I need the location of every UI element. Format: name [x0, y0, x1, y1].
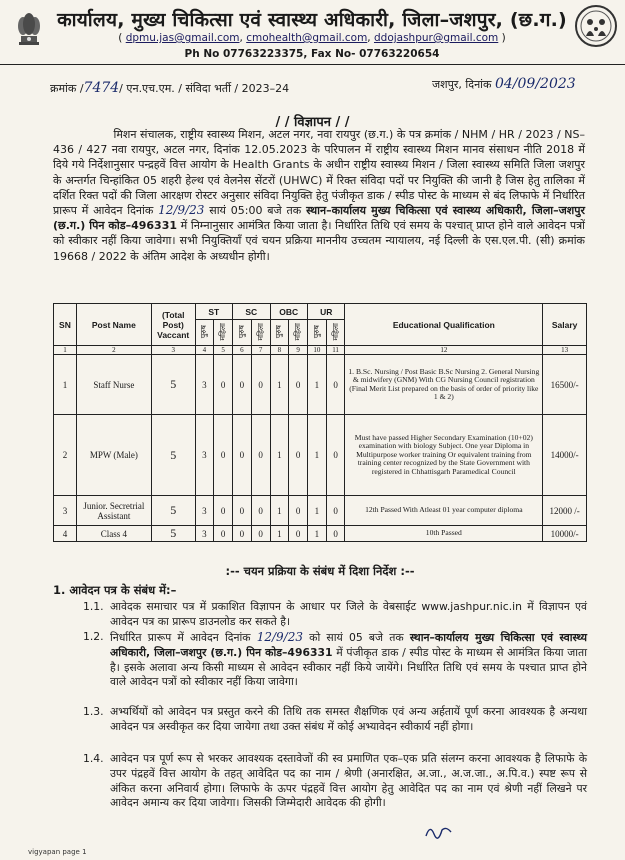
col-qualification: Educational Qualification	[345, 304, 543, 346]
column-number-row: 1 2 3 4 5 6 7 8 9 10 11 12 13	[54, 346, 587, 355]
col-salary: Salary	[543, 304, 587, 346]
handwritten-last-date: 12/9/23	[158, 203, 205, 218]
signature-icon	[424, 822, 454, 840]
col-post-name: Post Name	[76, 304, 151, 346]
col-total: (Total Post) Vaccant	[151, 304, 195, 346]
selection-process-heading: :-- चयन प्रक्रिया के संबंध में दिशा निर्देश :--	[225, 564, 415, 578]
ashoka-emblem-icon	[12, 6, 46, 50]
email-link[interactable]: dpmu.jas@gmail.com	[125, 32, 240, 44]
reference-number: क्रमांक /7474/ एन.एच.एम. / संविदा भर्ती / 2023–24	[50, 80, 290, 96]
col-ur: UR	[307, 304, 344, 320]
col-obc: OBC	[270, 304, 307, 320]
office-title: कार्यालय, मुख्य चिकित्सा एवं स्वास्थ्य अधिकारी, जिला–जशपुर, (छ.ग.)	[57, 9, 567, 31]
header-divider	[0, 64, 625, 65]
nhm-logo-icon	[574, 4, 618, 48]
handwritten-date: 04/09/2023	[494, 76, 576, 92]
table-row: 4 Class 4 5 3 0 0 0 1 0 1 0 10th Passed 10000/-	[54, 526, 587, 542]
col-st: ST	[195, 304, 232, 320]
vacancy-table: SN Post Name (Total Post) Vaccant ST SC OBC UR Educational Qualification Salary पुरुष महिला पुरुष महिला पुरुष महिला पुरुष महिला 1 2 3 4 5 6 7 8 9 10 11 12 13 1 Staff Nurse 5 3 0 0 0 1 0 1 0 1. B.Sc. Nursing / Post Basic B.Sc Nursing 2. General Nursing & midwifery (GNM) With CG Nursing Council registration (Final Merit List prepared on the basis of order of priority like 1 & 2) 16500/- 2 MPW (Male) 5 3 0 0 0 1 0 1 0 Must have passed Higher Secondary Examination (10+02) examination with biology Subject. One year Diploma in Multipurpose worker training Or equivalent training from training center recognized by the State Government with registered in Chhattisgarh Paramedical Council 14000/- 3 Junior. Secretrial Assistant 5 3 0 0 0 1 0 1 0 12th Passed With Atleast 01 year computer diploma 12000 /- 4 Class 4 5 3 0 0 0 1 0 1 0 10th Passed 10000/-	[53, 303, 587, 542]
issue-date: जशपुर, दिनांक 04/09/2023	[432, 76, 576, 92]
email-link[interactable]: cmohealth@gmail.com	[246, 32, 368, 44]
col-sn: SN	[54, 304, 77, 346]
office-emails: ( dpmu.jas@gmail.com, cmohealth@gmail.com, ddojashpur@gmail.com )	[118, 32, 506, 44]
table-row: 2 MPW (Male) 5 3 0 0 0 1 0 1 0 Must have passed Higher Secondary Examination (10+02) examination with biology Subject. One year Diploma in Multipurpose worker training Or equivalent training from training center recognized by the State Government with registered in Chhattisgarh Paramedical Council 14000/-	[54, 415, 587, 496]
email-link[interactable]: ddojashpur@gmail.com	[373, 32, 499, 44]
col-sc: SC	[233, 304, 270, 320]
submission-address: स्थान–कार्यालय मुख्य चिकित्सा एवं स्वास्थ्य अधिकारी, जिला–जशपुर (छ.ग.) पिन कोड–496331	[53, 204, 586, 233]
handwritten-last-date: 12/9/23	[256, 630, 303, 644]
table-row: 1 Staff Nurse 5 3 0 0 0 1 0 1 0 1. B.Sc. Nursing / Post Basic B.Sc Nursing 2. General Nursing & midwifery (GNM) With CG Nursing Council registration (Final Merit List prepared on the basis of order of priority like 1 & 2) 16500/-	[54, 355, 587, 415]
page-footer: vigyapan page 1	[28, 848, 87, 856]
intro-paragraph: मिशन संचालक, राष्ट्रीय स्वास्थ्य मिशन, अटल नगर, नवा रायपुर (छ.ग.) के पत्र क्रमांक / NHM / HR / 2023 / NS–436 / 427 नवा रायपुर, अटल नगर, दिनांक 12.05.2023 के परिपालन में राष्ट्रीय स्वास्थ्य मिशन मानव संसाधन नीति 2018 में दिये गये निर्देशानुसार पन्द्रहवें वित्त आयोग के Health Grants के अधीन राष्ट्रीय स्वास्थ्य मिशन / जिला स्वास्थ्य समिति जिला जशपुर के अन्तर्गत चिन्हांकित 05 शहरी हेल्थ एवं वेलनेस सेंटरों (UHWC) में रिक्त संविदा पदों पर नियुक्ति की जानी है जिस हेतु तालिका में दर्शित रिक्त पदों की जिला आरक्षण रोस्टर अनुसार संविदा नियुक्ति हेतु पंजीकृत डाक / स्पीड पोस्ट के माध्यम से बंद लिफाफे में निर्धारित प्रारूप में आवेदन दिनांक 12/9/23 सायं 05:00 बजे तक स्थान–कार्यालय मुख्य चिकित्सा एवं स्वास्थ्य अधिकारी, जिला–जशपुर (छ.ग.) पिन कोड–496331 में निम्नानुसार आमंत्रित किया जाता है। निर्धारित तिथि एवं समय के पश्चात् प्राप्त होने वाले आवेदन पत्रों को स्वीकार नहीं किया जावेगा। सभी नियुक्तियाँ एवं चयन प्रक्रिया माननीय उच्चतम न्यायालय, नई दिल्ली के एस.एल.पी. (सी) क्रमांक 19668 / 2022 के अंतिम आदेश के अध्यधीन होगी।	[53, 128, 586, 263]
handwritten-number: 7474	[83, 80, 120, 96]
table-row: 3 Junior. Secretrial Assistant 5 3 0 0 0 1 0 1 0 12th Passed With Atleast 01 year computer diploma 12000 /-	[54, 496, 587, 526]
section-1-heading: 1. आवेदन पत्र के संबंध में:–	[53, 583, 177, 597]
advertisement-heading: / / विज्ञापन / /	[275, 115, 350, 130]
document-page: कार्यालय, मुख्य चिकित्सा एवं स्वास्थ्य अधिकारी, जिला–जशपुर, (छ.ग.) ( dpmu.jas@gmail.com, cmohealth@gmail.com, ddojashpur@gmail.com ) Ph No 07763223375, Fax No- 07763220654 क्रमांक /7474/ एन.एच.एम. / संविदा भर्ती / 2023–24 जशपुर, दिनांक 04/09/2023 / / विज्ञापन / / मिशन संचालक, राष्ट्रीय स्वास्थ्य मिशन, अटल नगर, नवा रायपुर (छ.ग.) के पत्र क्रमांक / NHM / HR / 2023 / NS–436 / 427 नवा रायपुर, अटल नगर, दिनांक 12.05.2023 के परिपालन में राष्ट्रीय स्वास्थ्य मिशन मानव संसाधन नीति 2018 में दिये गये निर्देशानुसार पन्द्रहवें वित्त आयोग के Health Grants के अधीन राष्ट्रीय स्वास्थ्य मिशन / जिला स्वास्थ्य समिति जिला जशपुर के अन्तर्गत चिन्हांकित 05 शहरी हेल्थ एवं वेलनेस सेंटरों (UHWC) में रिक्त संविदा पदों पर नियुक्ति की जानी है जिस हेतु तालिका में दर्शित रिक्त पदों की जिला आरक्षण रोस्टर अनुसार संविदा नियुक्ति हेतु पंजीकृत डाक / स्पीड पोस्ट के माध्यम से बंद लिफाफे में निर्धारित प्रारूप में आवेदन दिनांक 12/9/23 सायं 05:00 बजे तक स्थान–कार्यालय मुख्य चिकित्सा एवं स्वास्थ्य अधिकारी, जिला–जशपुर (छ.ग.) पिन कोड–496331 में निम्नानुसार आमंत्रित किया जाता है। निर्धारित तिथि एवं समय के पश्चात् प्राप्त होने वाले आवेदन पत्रों को स्वीकार नहीं किया जावेगा। सभी नियुक्तियाँ एवं चयन प्रक्रिया माननीय उच्चतम न्यायालय, नई दिल्ली के एस.एल.पी. (सी) क्रमांक 19668 / 2022 के अंतिम आदेश के अध्यधीन होगी। SN Post Name (Total Post) Vaccant ST SC OBC UR Educational Qualification Salary पुरुष महिला पुरुष महिला पुरुष महिला पुरुष महिला 1 2 3 4 5 6 7 8 9 10 11 12 13 1 Staff Nurse 5 3 0 0 0 1 0 1 0 1. B.Sc. Nursing / Post Basic B.Sc Nursing 2. General Nursing & midwifery (GNM) With CG Nursing Council registration (Final Merit List prepared on the basis of order of priority like 1 & 2) 16500/- 2 MPW (Male) 5 3 0 0 0 1 0 1 0 Must have passed Higher Secondary Examination (10+02) examination with biology Subject. One year Diploma in Multipurpose worker training Or equivalent training from training center recognized by the State Government with registered in Chhattisgarh Paramedical Council 14000/- 3 Junior. Secretrial Assistant 5 3 0 0 0 1 0 1 0 12th Passed With Atleast 01 year computer diploma 12000 /- 4 Class 4 5 3 0 0 0 1 0 1 0 10th Passed 10000/- :-- चयन प्रक्रिया के संबंध में दिशा निर्देश :-- 1. आवेदन पत्र के संबंध में:– 1.1. आवेदक समाचार पत्र में प्रकाशित विज्ञापन के आधार पर जिले के वेबसाईट www.jashpur.nic.in में विज्ञापन एवं आवेदन पत्र का प्रारूप डाउनलोड कर सकते है। 1.2. निर्धारित प्रारूप में आवेदन दिनांक 12/9/23 को सायं 05 बजे तक स्थान–कार्यालय मुख्य चिकित्सा एवं स्वास्थ्य अधिकारी, जिला–जशपुर (छ.ग.) पिन कोड–496331 में पंजीकृत डाक / स्पीड पोस्ट के माध्यम से आमंत्रित किया जाता है। इसके अलावा अन्य किसी माध्यम से आवेदन स्वीकार नहीं किये जायेंगे। निर्धारित तिथि एवं समय के पश्चात प्राप्त होने वाले आवेदन पत्रों को स्वीकार नहीं किया जावेगा। 1.3. अभ्यर्थियों को आवेदन पत्र प्रस्तुत करने की तिथि तक समस्त शैक्षणिक एवं अन्य अर्हतायें पूर्ण करना आवश्यक है अन्यथा आवेदन पत्र अस्वीकृत कर दिया जायेगा तथा उक्त संबंध में कोई अभ्यावेदन स्वीकार्य नहीं होगा। 1.4. आवेदन पत्र पूर्ण रूप से भरकर आवश्यक दस्तावेजों की स्व प्रमाणित एक–एक प्रति संलग्न करना आवश्यक है लिफाफे के उपर पंद्रहवें वित्त आयोग के तहत् आवेदित पद का नाम / श्रेणी (अनारक्षित, अ.जा., अ.ज.जा., अ.पि.व.) स्पष्ट रूप से अंकित करना अनिवार्य होगा। लिफाफे के ऊपर पंद्रहवें वित्त आयोग हेतु आवेदित पद का नाम एवं श्रेणी नहीं लिखने पर आवेदन अमान्य कर दिया जावेगा। जिसकी जिम्मेदारी आवेदक की होगी। vigyapan page 1	[0, 0, 625, 860]
office-phone-fax: Ph No 07763223375, Fax No- 07763220654	[184, 48, 440, 60]
